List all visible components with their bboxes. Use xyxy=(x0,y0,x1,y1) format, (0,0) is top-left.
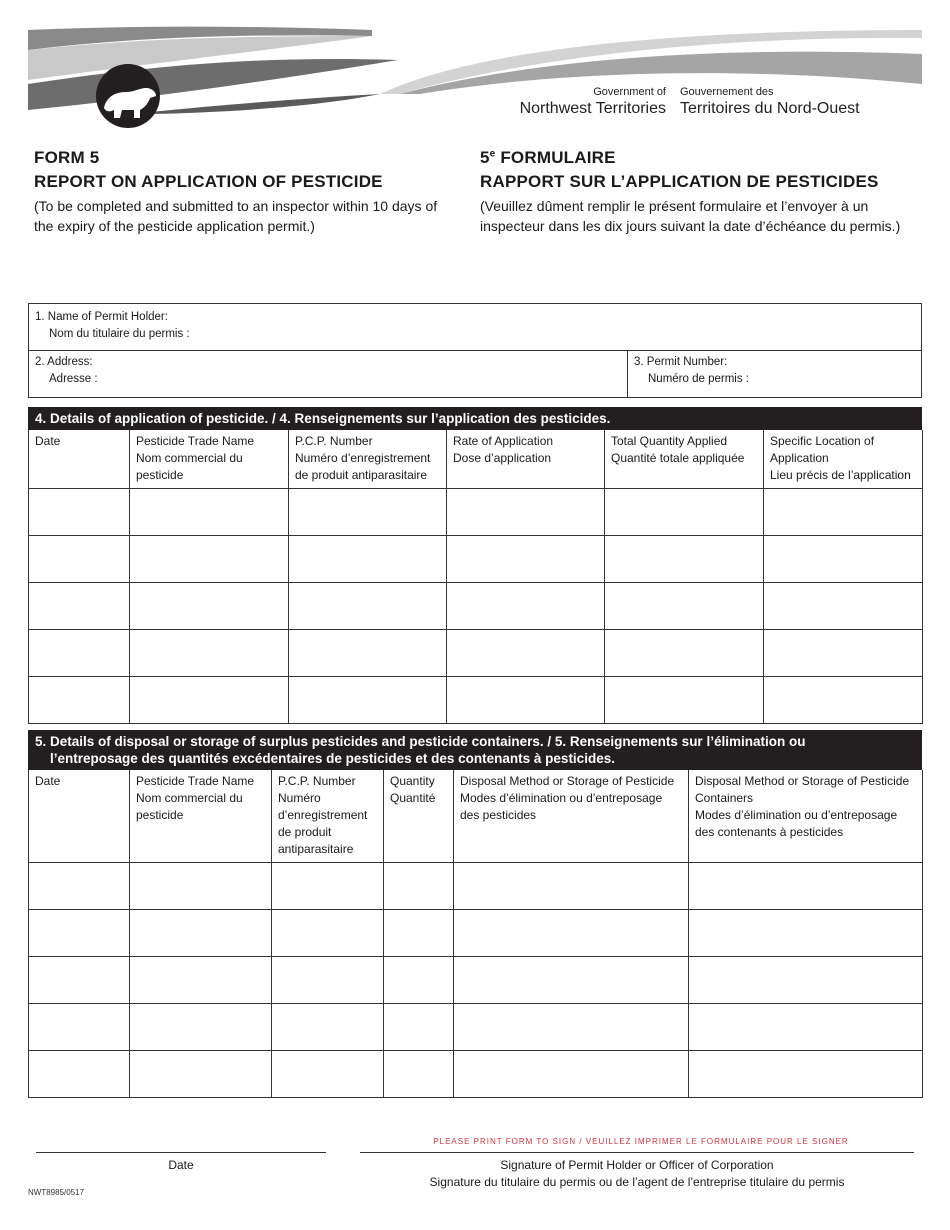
table-cell[interactable] xyxy=(689,862,923,909)
table-cell[interactable] xyxy=(289,488,447,535)
gov-en-small: Government of xyxy=(593,86,666,98)
table-cell[interactable] xyxy=(454,862,689,909)
form-code: NWT8985/0517 xyxy=(28,1188,85,1197)
table-cell[interactable] xyxy=(130,676,289,723)
col-header-pcp-number: P.C.P. Number Numéro d’enregistrement de produit antiparasitaire xyxy=(289,430,447,488)
col-header-pcp-number: P.C.P. Number Numéro d’enregistrement de produit antiparasitaire xyxy=(272,770,384,862)
table-cell[interactable] xyxy=(605,629,764,676)
table-cell[interactable] xyxy=(29,676,130,723)
table-header-row xyxy=(29,430,923,488)
table-cell[interactable] xyxy=(29,629,130,676)
form-instructions-en: (To be completed and submitted to an inspector within 10 days of the expiry of the pesticide application permit.) xyxy=(34,198,438,234)
form-title-en: REPORT ON APPLICATION OF PESTICIDE xyxy=(34,172,383,191)
table-cell[interactable] xyxy=(764,676,923,723)
address-label-fr: Adresse : xyxy=(49,373,98,385)
col-header-disposal-pesticide: Disposal Method or Storage of Pesticide Modes d’élimination ou d’entreposage des pesticides xyxy=(454,770,689,862)
title-english xyxy=(34,146,454,236)
permit-holder-name-label-fr: Nom du titulaire du permis : xyxy=(49,328,190,340)
table-cell[interactable] xyxy=(689,909,923,956)
form-number-en: FORM 5 xyxy=(34,148,100,167)
table-cell[interactable] xyxy=(447,535,605,582)
col-header-date: Date xyxy=(29,770,130,862)
table-cell[interactable] xyxy=(384,862,454,909)
section-5-heading-line2: l’entreposage des quantités excédentaires de pesticides et des contenants à pesticides. xyxy=(50,751,615,766)
table-row xyxy=(29,535,923,582)
government-name-french xyxy=(680,86,910,118)
table-cell[interactable] xyxy=(605,676,764,723)
disposal-table xyxy=(28,770,923,1098)
table-cell[interactable] xyxy=(130,488,289,535)
title-french xyxy=(480,146,920,236)
col-header-date: Date xyxy=(29,430,130,488)
permit-holder-name-field[interactable] xyxy=(28,303,922,351)
table-row xyxy=(29,676,923,723)
table-cell[interactable] xyxy=(29,909,130,956)
permit-number-field[interactable] xyxy=(627,350,922,398)
permit-holder-name-label-en: 1. Name of Permit Holder: xyxy=(35,311,168,323)
table-cell[interactable] xyxy=(689,1003,923,1050)
section-4-application-details xyxy=(28,407,922,724)
table-cell[interactable] xyxy=(447,676,605,723)
col-header-trade-name: Pesticide Trade Name Nom commercial du pesticide xyxy=(130,770,272,862)
application-table xyxy=(28,430,923,724)
table-cell[interactable] xyxy=(29,488,130,535)
col-header-location: Specific Location of Application Lieu précis de l’application xyxy=(764,430,923,488)
table-cell[interactable] xyxy=(454,1050,689,1097)
table-cell[interactable] xyxy=(29,1003,130,1050)
table-cell[interactable] xyxy=(130,862,272,909)
table-row xyxy=(29,909,923,956)
table-cell[interactable] xyxy=(384,956,454,1003)
table-cell[interactable] xyxy=(384,1003,454,1050)
permit-number-label-fr: Numéro de permis : xyxy=(648,373,749,385)
form-number-fr-text: FORMULAIRE xyxy=(495,148,616,167)
col-header-quantity: Quantity Quantité xyxy=(384,770,454,862)
signature-label-fr: Signature du titulaire du permis ou de l’agent de l’entreprise titulaire du permis xyxy=(429,1175,845,1189)
table-header-row xyxy=(29,770,923,862)
table-cell[interactable] xyxy=(130,1003,272,1050)
col-header-rate: Rate of Application Dose d’application xyxy=(447,430,605,488)
table-cell[interactable] xyxy=(29,862,130,909)
table-cell[interactable] xyxy=(272,956,384,1003)
section-5-heading xyxy=(28,730,922,770)
table-cell[interactable] xyxy=(764,629,923,676)
government-name-english xyxy=(500,86,666,118)
table-cell[interactable] xyxy=(272,909,384,956)
gov-en-big: Northwest Territories xyxy=(519,100,666,117)
table-cell[interactable] xyxy=(454,1003,689,1050)
date-signature-line[interactable] xyxy=(36,1152,326,1153)
table-cell[interactable] xyxy=(130,909,272,956)
table-cell[interactable] xyxy=(689,956,923,1003)
table-cell[interactable] xyxy=(384,909,454,956)
table-cell[interactable] xyxy=(605,488,764,535)
table-cell[interactable] xyxy=(447,582,605,629)
table-cell[interactable] xyxy=(130,629,289,676)
table-cell[interactable] xyxy=(289,582,447,629)
table-cell[interactable] xyxy=(130,1050,272,1097)
gov-fr-small: Gouvernement des xyxy=(680,86,774,98)
table-cell[interactable] xyxy=(289,676,447,723)
form-number-fr xyxy=(480,146,920,170)
signature-line[interactable] xyxy=(360,1152,914,1153)
table-row xyxy=(29,629,923,676)
form-number-fr-num: 5 xyxy=(480,148,490,167)
table-cell[interactable] xyxy=(130,582,289,629)
col-header-trade-name: Pesticide Trade Name Nom commercial du pesticide xyxy=(130,430,289,488)
table-cell[interactable] xyxy=(272,862,384,909)
form-title-fr: RAPPORT SUR L’APPLICATION DE PESTICIDES xyxy=(480,172,879,191)
table-row xyxy=(29,956,923,1003)
address-label-en: 2. Address: xyxy=(35,356,93,368)
section-4-heading: 4. Details of application of pesticide. / 4. Renseignements sur l’application des pesticides. xyxy=(28,407,922,430)
table-cell[interactable] xyxy=(605,535,764,582)
col-header-disposal-containers: Disposal Method or Storage of Pesticide Containers Modes d’élimination ou d’entreposage des contenants à pesticides xyxy=(689,770,923,862)
table-row xyxy=(29,862,923,909)
table-cell[interactable] xyxy=(272,1003,384,1050)
polar-bear-icon xyxy=(96,64,160,128)
table-cell[interactable] xyxy=(29,956,130,1003)
form-number-fr-sup: e xyxy=(489,148,496,160)
table-row xyxy=(29,488,923,535)
table-row xyxy=(29,1050,923,1097)
table-cell[interactable] xyxy=(764,488,923,535)
print-to-sign-note: PLEASE PRINT FORM TO SIGN / VEUILLEZ IMPRIMER LE FORMULAIRE POUR LE SIGNER xyxy=(433,1137,849,1146)
form-instructions-fr: (Veuillez dûment remplir le présent formulaire et l’envoyer à un inspecteur dans les dix jours suivant la date d’échéance du permis.) xyxy=(480,198,901,234)
section-5-heading-line1: 5. Details of disposal or storage of surplus pesticides and pesticide containers. / 5. Renseignements sur l’élimination ou xyxy=(35,734,806,749)
table-cell[interactable] xyxy=(605,582,764,629)
date-label: Date xyxy=(168,1158,194,1172)
section-5-disposal-details xyxy=(28,730,922,1098)
table-row xyxy=(29,582,923,629)
address-field[interactable] xyxy=(28,350,628,398)
table-cell[interactable] xyxy=(447,488,605,535)
table-cell[interactable] xyxy=(29,582,130,629)
table-cell[interactable] xyxy=(447,629,605,676)
table-cell[interactable] xyxy=(289,535,447,582)
signature-label-en: Signature of Permit Holder or Officer of Corporation xyxy=(500,1158,774,1172)
table-cell[interactable] xyxy=(454,909,689,956)
table-cell[interactable] xyxy=(289,629,447,676)
table-row xyxy=(29,1003,923,1050)
table-cell[interactable] xyxy=(689,1050,923,1097)
table-cell[interactable] xyxy=(764,535,923,582)
table-cell[interactable] xyxy=(130,535,289,582)
gov-fr-big: Territoires du Nord-Ouest xyxy=(680,100,860,117)
table-cell[interactable] xyxy=(764,582,923,629)
table-cell[interactable] xyxy=(29,535,130,582)
table-cell[interactable] xyxy=(384,1050,454,1097)
table-cell[interactable] xyxy=(272,1050,384,1097)
table-cell[interactable] xyxy=(130,956,272,1003)
col-header-total-quantity: Total Quantity Applied Quantité totale appliquée xyxy=(605,430,764,488)
table-cell[interactable] xyxy=(29,1050,130,1097)
permit-number-label-en: 3. Permit Number: xyxy=(634,356,728,368)
table-cell[interactable] xyxy=(454,956,689,1003)
